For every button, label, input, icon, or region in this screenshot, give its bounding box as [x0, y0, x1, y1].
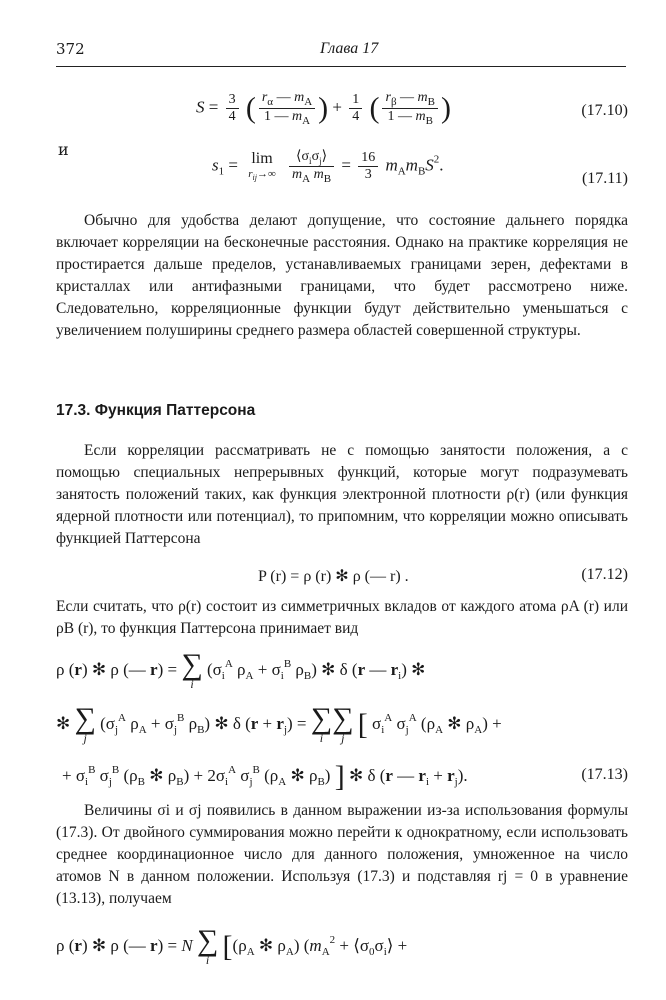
equation-17-13-line-2: ✻ ∑ j ($\sigma_j^A$ $\rho_A + \sigma_j^B$ $\rho_B$) ✻ δ $(r + r_j)$ = ∑ i ∑ j [ $\sigma_i^A$ $\sigma_j^A$ ($\rho_A$ ✻ $\rho_A$) + — [56, 702, 502, 745]
paragraph-2: Если корреляции рассматривать не с помощью занятости положения, а с помощью специальных непрерывных функций, которые могут подразумевать занятость положений таких, как функция электронной плотности ρ(r) (или функция ядерной плотности или потенциал), то припомним, что корреляции можно описывать функцией Паттерсона — [56, 442, 628, 547]
equation-label: (17.13) — [581, 766, 628, 783]
equation-label: (17.10) — [581, 102, 628, 119]
chapter-title: Глава 17 — [320, 40, 379, 57]
paragraph-4: Величины σi и σj появились в данном выражении из-за использования формулы (17.3). От двойного суммирования можно перейти к однократному, если использовать среднее координационное число для данного положения, умноженное на число атомов N в данном положении. Используя (17.3) и подставляя rj = 0 в уравнение (13.13), получаем — [56, 802, 628, 907]
paragraph-3: Если считать, что ρ(r) состоит из симметричных вкладов от каждого атома ρA (r) или ρB (r), то функция Паттерсона принимает вид — [56, 598, 628, 637]
page-number: 372 — [56, 40, 85, 58]
equation-17-12: P (r) = ρ (r) ✻ ρ (— r) . — [258, 568, 409, 585]
equation-17-10: S = $\frac{3}{4}$ ( $\frac{r_\alpha — m_A}{1 — m_A}$ ) + $\frac{1}{4}$ ( $\frac{r_\beta — m_B}{1 — m_B}$ ) — [196, 90, 452, 127]
header-rule — [56, 66, 626, 67]
equation-17-13-line-1: ρ (r) ✻ ρ (— r) = ∑ i ($\sigma_i^A$ $\rho_A + \sigma_i^B$ $\rho_B$) ✻ δ (r — $r_i$) ✻ — [56, 648, 426, 691]
equation-final: ρ (r) ✻ ρ (— r) = N ∑ i [($\rho_A$ ✻ $\rho_A$) ($m_A^2$ + $⟨\sigma_0\sigma_i⟩$ + — [56, 924, 408, 967]
equation-17-11: $s_1$ = lim $r_{ij}\to\infty$ $\frac{⟨\sigma_i\sigma_j⟩}{m_A m_B}$ = $\frac{16}{3}$ $m_Am_BS^2$. — [212, 149, 444, 185]
conjunction: и — [58, 140, 69, 159]
equation-label: (17.11) — [581, 170, 628, 187]
section-title: 17.3. Функция Паттерсона — [56, 402, 256, 419]
equation-17-13-line-3: + $\sigma_i^B$ $\sigma_j^B$ ($\rho_B$ ✻ $\rho_B) + 2\sigma_i^A$ $\sigma_j^B$ ($\rho_A$ ✻ $\rho_B$) ] ✻ δ (r — $r_i + r_j$). — [62, 760, 468, 793]
equation-label: (17.12) — [581, 566, 628, 583]
paragraph-1: Обычно для удобства делают допущение, что состояние дальнего порядка включает корреляции на бесконечные расстояния. Однако на практике корреляция не простирается дальше пределов, устанавливаемых границами зерен, дефектами в кристаллах или антифазными границами, что будет рассмотрено ниже. Следовательно, корреляционные функции будут действительно уменьшаться с увеличением полуширины среднего размера областей совершенной структуры. — [56, 212, 628, 339]
